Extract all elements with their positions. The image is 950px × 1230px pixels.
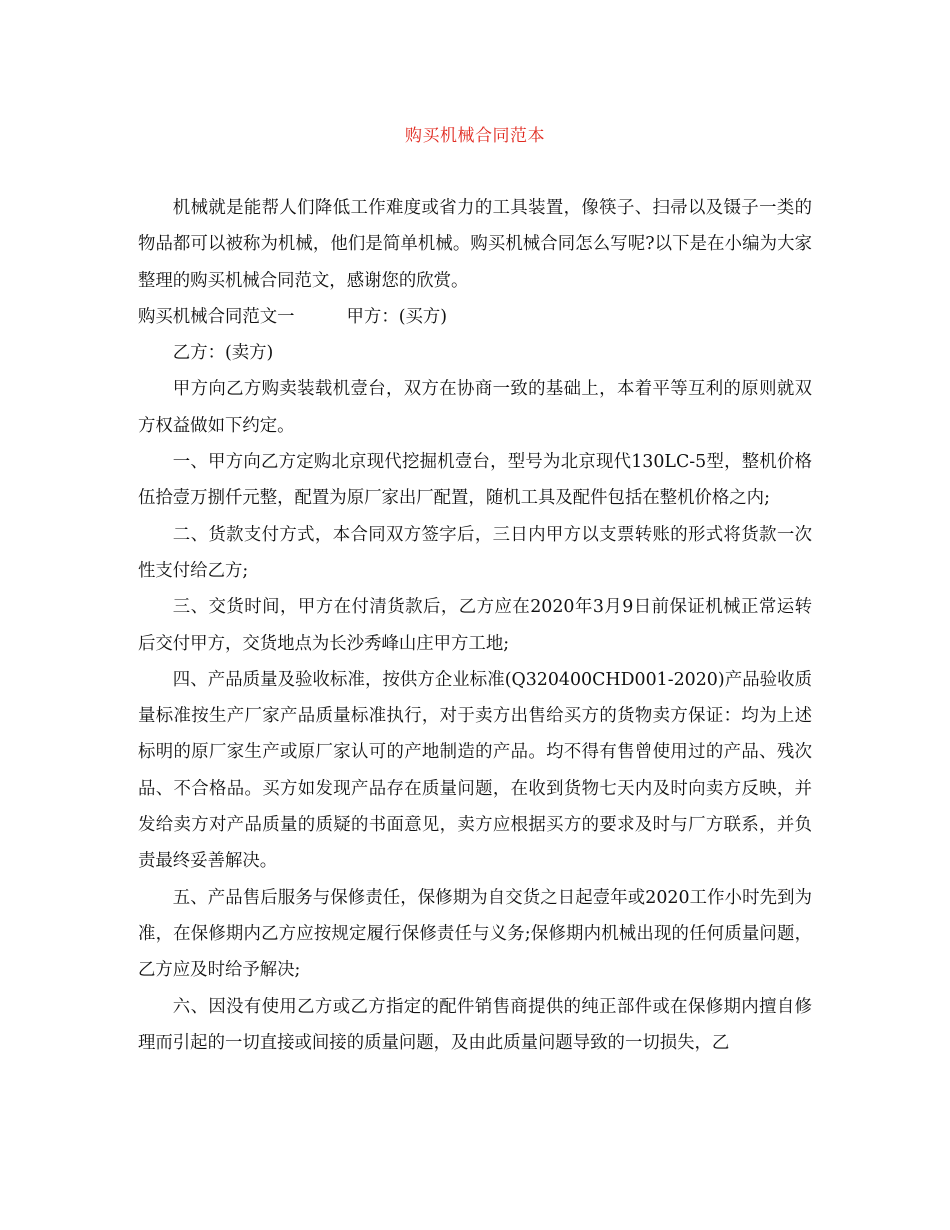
party-a: 甲方：(买方) xyxy=(346,306,448,327)
clause-paragraph: 五、产品售后服务与保修责任，保修期为自交货之日起壹年或2020工作小时先到为准，在保修期内乙方应按规定履行保修责任与义务;保修期内机械出现的任何质量问题，乙方应及时给予解决; xyxy=(138,887,812,981)
sample-heading: 购买机械合同范文一 xyxy=(138,306,295,327)
document-body xyxy=(138,190,812,1061)
clause-paragraph: 二、货款支付方式，本合同双方签字后，三日内甲方以支票转账的形式将货款一次性支付给乙方; xyxy=(138,524,812,581)
sample-heading-line xyxy=(138,299,812,335)
intro-paragraph: 机械就是能帮人们降低工作难度或省力的工具装置，像筷子、扫帚以及镊子一类的物品都可以被称为机械，他们是简单机械。购买机械合同怎么写呢?以下是在小编为大家整理的购买机械合同范文，感谢您的欣赏。 xyxy=(138,198,812,291)
clause-paragraph: 三、交货时间，甲方在付清货款后，乙方应在2020年3月9日前保证机械正常运转后交付甲方，交货地点为长沙秀峰山庄甲方工地; xyxy=(138,597,812,654)
clause-paragraph: 四、产品质量及验收标准，按供方企业标准(Q320400CHD001-2020)产品验收质量标准按生产厂家产品质量标准执行，对于卖方出售给买方的货物卖方保证：均为上述标明的原厂家生产或原厂家认可的产地制造的产品。均不得有售曾使用过的产品、残次品、不合格品。买方如发现产品存在质量问题，在收到货物七天内及时向卖方反映，并发给卖方对产品质量的质疑的书面意见，卖方应根据买方的要求及时与厂方联系，并负责最终妥善解决。 xyxy=(138,669,812,872)
preamble-paragraph: 甲方向乙方购卖装载机壹台，双方在协商一致的基础上，本着平等互利的原则就双方权益做如下约定。 xyxy=(138,379,812,436)
clause-paragraph: 一、甲方向乙方定购北京现代挖掘机壹台，型号为北京现代130LC-5型，整机价格伍拾壹万捌仟元整，配置为原厂家出厂配置，随机工具及配件包括在整机价格之内; xyxy=(138,452,812,509)
party-b: 乙方：(卖方) xyxy=(172,343,274,364)
clause-paragraph: 六、因没有使用乙方或乙方指定的配件销售商提供的纯正部件或在保修期内擅自修理而引起的一切直接或间接的质量问题，及由此质量问题导致的一切损失，乙 xyxy=(138,996,812,1053)
document-title: 购买机械合同范本 xyxy=(405,126,545,146)
